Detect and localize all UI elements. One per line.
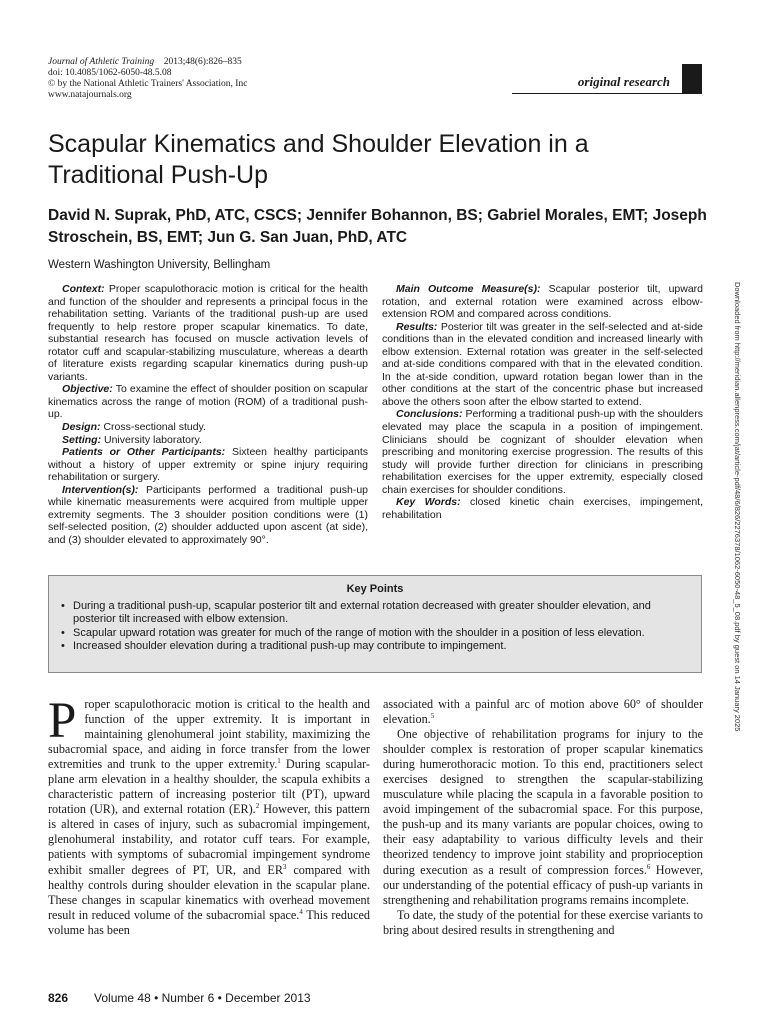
article-authors: David N. Suprak, PhD, ATC, CSCS; Jennifer Bohannon, BS; Gabriel Morales, EMT; Joseph Stroschein, BS, EMT; Jun G. San Juan, PhD, ATC bbox=[48, 207, 707, 246]
abstract-text: Cross-sectional study. bbox=[103, 421, 206, 434]
abstract-label: Results: bbox=[396, 320, 438, 333]
reference-marker: 1 bbox=[277, 757, 281, 766]
section-block bbox=[682, 64, 702, 94]
abstract-results bbox=[382, 321, 703, 409]
abstract-label: Setting: bbox=[62, 433, 102, 446]
reference-marker: 4 bbox=[299, 907, 303, 916]
abstract-text: Posterior tilt was greater in the self-selected and at-side conditions than in the elevated condition and increased linearly with elbow extension. External rotation was greater in the self-selected and at-side conditions compared with that in the elevated condition. In the at-side condition, upward rotation began lower than in the other conditions at the start of the concentric phase but increased above the others soon after the elbow started to extend. bbox=[382, 320, 703, 408]
key-point-item: • Increased shoulder elevation during a traditional push-up may contribute to impingement. bbox=[59, 640, 689, 653]
abstract-label: Design: bbox=[62, 421, 101, 434]
abstract-label: Context: bbox=[62, 283, 105, 295]
abstract-left-column bbox=[48, 283, 368, 546]
abstract-conclusions bbox=[382, 408, 703, 496]
abstract-text: Scapular posterior tilt, upward rotation, and external rotation were examined across elbow-extension ROM and compared across conditions. bbox=[382, 283, 704, 321]
abstract-text: University laboratory. bbox=[104, 433, 202, 446]
drop-cap: P bbox=[48, 693, 77, 749]
body-paragraph bbox=[383, 727, 703, 908]
article-affiliation: Western Washington University, Bellingham bbox=[48, 259, 271, 271]
article-title: Scapular Kinematics and Shoulder Elevation in a Traditional Push-Up bbox=[48, 130, 589, 189]
reference-marker: 2 bbox=[255, 802, 260, 811]
body-paragraph bbox=[383, 697, 703, 727]
key-points-box bbox=[48, 575, 702, 673]
page-footer bbox=[48, 991, 311, 1005]
abstract-key-words bbox=[382, 496, 703, 521]
abstract-design bbox=[48, 421, 368, 434]
body-paragraph bbox=[48, 693, 371, 938]
doi: doi: 10.4085/1062-6050-48.5.08 bbox=[48, 68, 172, 78]
download-note-text: Downloaded from http://meridian.allenpress.com/jat/article-pdf/48/6/826/2276378/1062-6050-48_5_08.pdf by guest on 14 January 2025 bbox=[733, 282, 742, 732]
abstract-context bbox=[48, 283, 368, 383]
abstract-text: Participants performed a traditional push-up while kinematic measurements were acquired from multiple upper extremity segments. The 3 shoulder position conditions were (1) self-selected position, (2) shoulder adducted upon ascent (at side), and (3) shoulder elevated to approximately 90°. bbox=[48, 483, 368, 546]
journal-name: Journal of Athletic Training bbox=[48, 57, 155, 67]
section-label: original research bbox=[577, 74, 670, 89]
key-points-list bbox=[59, 600, 689, 653]
page-number: 826 bbox=[48, 991, 69, 1005]
abstract-text: Sixteen healthy participants without a history of upper extremity or spine injury requiring rehabilitation or surgery. bbox=[48, 446, 368, 484]
body-text: associated with a painful arc of motion above 60° of shoulder elevation. bbox=[383, 697, 703, 727]
reference-marker: 6 bbox=[646, 862, 651, 871]
abstract-label: Objective: bbox=[62, 383, 113, 396]
download-note bbox=[732, 282, 742, 927]
abstract-label: Main Outcome Measure(s): bbox=[396, 283, 541, 295]
journal-citation: 2013;48(6):826–835 bbox=[163, 57, 242, 67]
body-text: compared with healthy controls during shoulder elevation in the scapular plane. These changes in scapular kinematics with overhead movement result in reduced volume of the subacromial space. bbox=[48, 862, 370, 922]
abstract-text: Proper scapulothoracic motion is critical for the health and function of the shoulder and represents a principal focus in the rehabilitation setting. Variants of the traditional push-up are used frequently to help restore proper scapular kinematics. To date, substantial research has focused on muscle activation levels of rotator cuff and scapular-stabilizing musculature, whereas a dearth of literature exists regarding scapular kinematics during push-up variants. bbox=[48, 283, 368, 383]
body-text: This reduced volume has been bbox=[48, 907, 371, 937]
body-text: One objective of rehabilitation programs for injury to the shoulder complex is restoration of proper scapular kinematics during humerothoracic motion. To this end, practitioners select exercises designed to strengthen the scapular-stabilizing musculature while placing the scapula in a favorable position to avoid impingement of the subacromial space. For this purpose, the push-up and its many variants are popular choices, owing to their easy adaptability to various difficulty levels and their theorized tendency to improve joint stability and proprioception during execution as a result of compression forces. bbox=[383, 727, 703, 877]
body-text: To date, the study of the potential for these exercise variants to bring about desired results in strengthening and bbox=[383, 907, 703, 937]
abstract-text: closed kinetic chain exercises, impingement, rehabilitation bbox=[382, 496, 703, 521]
issue-info: Volume 48 • Number 6 • December 2013 bbox=[94, 991, 311, 1005]
journal-citation-line bbox=[48, 57, 388, 68]
reference-marker: 5 bbox=[430, 711, 435, 720]
abstract-label: Key Words: bbox=[396, 496, 461, 509]
abstract-text: Performing a traditional push-up with the shoulders elevated may place the scapula in a position of impingement. Clinicians should be cognizant of shoulder elevation when prescribing and monitoring exercise progression. The results of this study will provide further direction for clinicians in prescribing rehabilitation exercises for the upper extremity, especially closed chain exercises for shoulder conditions. bbox=[382, 408, 704, 496]
body-right-column bbox=[383, 697, 703, 938]
body-text: During scapular-plane arm elevation in a healthy shoulder, the scapula exhibits a characteristic pattern of increasing posterior tilt (PT), upward rotation (UR), and external rotation (ER). bbox=[48, 757, 370, 817]
journal-website: www.natajournals.org bbox=[48, 90, 132, 100]
abstract-right-column bbox=[382, 283, 703, 521]
body-text: However, this pattern is altered in cases of injury, such as subacromial impingement, glenohumeral instability, and rotator cuff tears. For example, patients with symptoms of subacromial impingement syndrome exhibit smaller degrees of PT, UR, and ER bbox=[48, 802, 370, 877]
abstract-participants bbox=[48, 446, 368, 484]
section-label-box bbox=[512, 64, 702, 94]
body-text: roper scapulothoracic motion is critical to the health and function of the upper extremity. It is important in maintaining glenohumeral joint stability, maximizing the subacromial space, and aiding in force transfer from the lower extremities and trunk to the upper extremity. bbox=[48, 697, 370, 772]
abstract-interventions bbox=[48, 484, 368, 547]
key-points-title: Key Points bbox=[346, 583, 404, 595]
section-rule bbox=[512, 93, 702, 94]
abstract-text: To examine the effect of shoulder position on scapular kinematics across the range of motion (ROM) of a traditional push-up. bbox=[48, 383, 368, 421]
abstract-label: Conclusions: bbox=[396, 408, 463, 421]
body-paragraph bbox=[383, 908, 703, 938]
abstract-label: Intervention(s): bbox=[62, 483, 139, 496]
abstract-label: Patients or Other Participants: bbox=[62, 446, 226, 459]
key-point-item: • During a traditional push-up, scapular posterior tilt and external rotation decreased with greater shoulder elevation, and posterior tilt increased with elbow extension. bbox=[59, 600, 689, 627]
body-text: However, our understanding of the potential efficacy of push-up variants in strengthening and rehabilitation programs remains incomplete. bbox=[383, 862, 703, 907]
key-point-item: • Scapular upward rotation was greater for much of the range of motion with the shoulder in a position of less elevation. bbox=[59, 627, 689, 640]
abstract-outcome-measures bbox=[382, 283, 703, 321]
abstract-objective bbox=[48, 383, 368, 421]
abstract-setting bbox=[48, 434, 368, 447]
journal-meta bbox=[48, 57, 388, 101]
body-left-column bbox=[48, 693, 371, 938]
reference-marker: 3 bbox=[282, 862, 287, 871]
copyright: © by the National Athletic Trainers' Association, Inc bbox=[48, 79, 248, 89]
